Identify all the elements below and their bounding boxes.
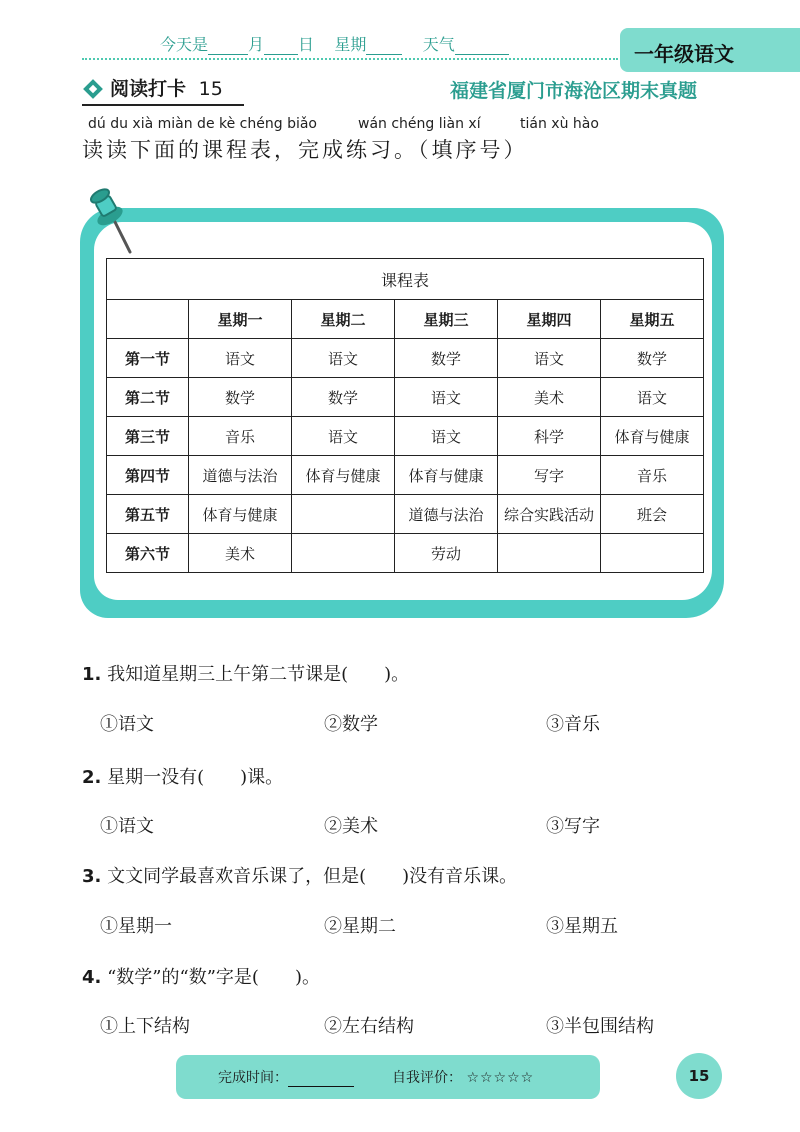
question-2 <box>82 763 283 789</box>
punch-label: 阅读打卡 <box>110 78 187 100</box>
day-header: 星期三 <box>395 300 498 339</box>
period-label: 第三节 <box>107 417 189 456</box>
period-label: 第六节 <box>107 534 189 573</box>
question-text[interactable]: 我知道星期三上午第二节课是( )。 <box>107 664 410 685</box>
pinyin-3: tián xù hào <box>520 116 599 132</box>
option-3-3[interactable]: ③星期五 <box>546 916 618 937</box>
table-cell: 班会 <box>601 495 704 534</box>
table-cell: 语文 <box>498 339 601 378</box>
table-cell: 体育与健康 <box>601 417 704 456</box>
table-cell: 语文 <box>601 378 704 417</box>
weather-label: 天气 <box>422 35 455 54</box>
question-text[interactable]: “数学”的“数”字是( )。 <box>107 967 320 988</box>
table-cell <box>601 534 704 573</box>
table-cell: 体育与健康 <box>395 456 498 495</box>
period-label: 第一节 <box>107 339 189 378</box>
option-2-3[interactable]: ③写字 <box>546 816 600 837</box>
day-header: 星期一 <box>189 300 292 339</box>
table-cell: 综合实践活动 <box>498 495 601 534</box>
table-cell: 语文 <box>292 339 395 378</box>
table-cell: 语文 <box>292 417 395 456</box>
question-number: 4. <box>82 967 102 988</box>
period-label: 第二节 <box>107 378 189 417</box>
question-number: 2. <box>82 767 102 788</box>
pinyin-2: wán chéng liàn xí <box>358 116 481 132</box>
instruction-text: 读读下面的课程表，完成练习。（填序号） <box>82 138 528 162</box>
diamond-bullet-icon <box>83 79 103 99</box>
punch-underline <box>82 104 244 106</box>
page-number: 15 <box>676 1053 722 1099</box>
table-cell: 道德与法治 <box>189 456 292 495</box>
weekday-blank[interactable] <box>366 36 402 55</box>
table-cell: 劳动 <box>395 534 498 573</box>
table-cell: 数学 <box>395 339 498 378</box>
table-cell: 音乐 <box>601 456 704 495</box>
table-row <box>107 417 704 456</box>
day-blank[interactable] <box>264 36 298 55</box>
option-2-2[interactable]: ②美术 <box>324 816 378 837</box>
table-cell: 数学 <box>292 378 395 417</box>
table-cell: 语文 <box>395 378 498 417</box>
day-header: 星期二 <box>292 300 395 339</box>
table-row <box>107 378 704 417</box>
table-cell: 美术 <box>189 534 292 573</box>
period-label: 第四节 <box>107 456 189 495</box>
pinyin-1: dú du xià miàn de kè chéng biǎo <box>88 116 317 132</box>
question-text[interactable]: 文文同学最喜欢音乐课了，但是( )没有音乐课。 <box>107 866 518 887</box>
completion-time-blank[interactable] <box>288 1070 354 1087</box>
option-4-1[interactable]: ①上下结构 <box>100 1016 190 1037</box>
table-cell: 体育与健康 <box>189 495 292 534</box>
table-cell: 语文 <box>189 339 292 378</box>
schedule-table <box>106 258 704 573</box>
table-row <box>107 456 704 495</box>
table-cell: 音乐 <box>189 417 292 456</box>
question-number: 1. <box>82 664 102 685</box>
table-cell: 数学 <box>601 339 704 378</box>
table-cell: 数学 <box>189 378 292 417</box>
option-3-1[interactable]: ①星期一 <box>100 916 172 937</box>
table-row <box>107 339 704 378</box>
question-number: 3. <box>82 866 102 887</box>
day-label: 日 <box>298 35 315 54</box>
option-4-2[interactable]: ②左右结构 <box>324 1016 414 1037</box>
self-evaluation-label: 自我评价： <box>392 1070 462 1086</box>
question-3 <box>82 862 517 888</box>
completion-time <box>218 1067 354 1087</box>
table-row <box>107 495 704 534</box>
month-blank[interactable] <box>208 36 248 55</box>
table-cell: 美术 <box>498 378 601 417</box>
table-cell: 写字 <box>498 456 601 495</box>
self-evaluation <box>392 1067 534 1087</box>
pushpin-icon <box>84 188 144 258</box>
source-title: 福建省厦门市海沧区期末真题 <box>450 80 698 102</box>
option-3-2[interactable]: ②星期二 <box>324 916 396 937</box>
punch-number: 15 <box>198 78 223 100</box>
punch-title <box>110 74 223 101</box>
day-header: 星期五 <box>601 300 704 339</box>
table-cell: 体育与健康 <box>292 456 395 495</box>
table-cell <box>498 534 601 573</box>
table-cell: 语文 <box>395 417 498 456</box>
header-dotted-rule <box>82 58 618 60</box>
option-2-1[interactable]: ①语文 <box>100 816 154 837</box>
table-cell <box>292 534 395 573</box>
option-1-1[interactable]: ①语文 <box>100 714 154 735</box>
table-cell: 道德与法治 <box>395 495 498 534</box>
schedule-title: 课程表 <box>107 259 704 300</box>
date-weather-line <box>160 32 509 55</box>
grade-tab-label: 一年级语文 <box>634 42 734 66</box>
question-1 <box>82 660 409 686</box>
table-cell <box>292 495 395 534</box>
rating-stars-icon[interactable]: ☆☆☆☆☆ <box>466 1070 535 1086</box>
period-label: 第五节 <box>107 495 189 534</box>
schedule-header-row <box>107 300 704 339</box>
table-row <box>107 534 704 573</box>
option-1-3[interactable]: ③音乐 <box>546 714 600 735</box>
question-4 <box>82 963 320 989</box>
weather-blank[interactable] <box>455 36 509 55</box>
today-label: 今天是 <box>160 35 209 54</box>
option-4-3[interactable]: ③半包围结构 <box>546 1016 654 1037</box>
day-header: 星期四 <box>498 300 601 339</box>
completion-time-label: 完成时间： <box>218 1070 288 1086</box>
weekday-label: 星期 <box>334 35 367 54</box>
option-1-2[interactable]: ②数学 <box>324 714 378 735</box>
question-text[interactable]: 星期一没有( )课。 <box>107 767 284 788</box>
corner-cell <box>107 300 189 339</box>
month-label: 月 <box>248 35 265 54</box>
table-cell: 科学 <box>498 417 601 456</box>
grade-tab <box>620 28 800 72</box>
